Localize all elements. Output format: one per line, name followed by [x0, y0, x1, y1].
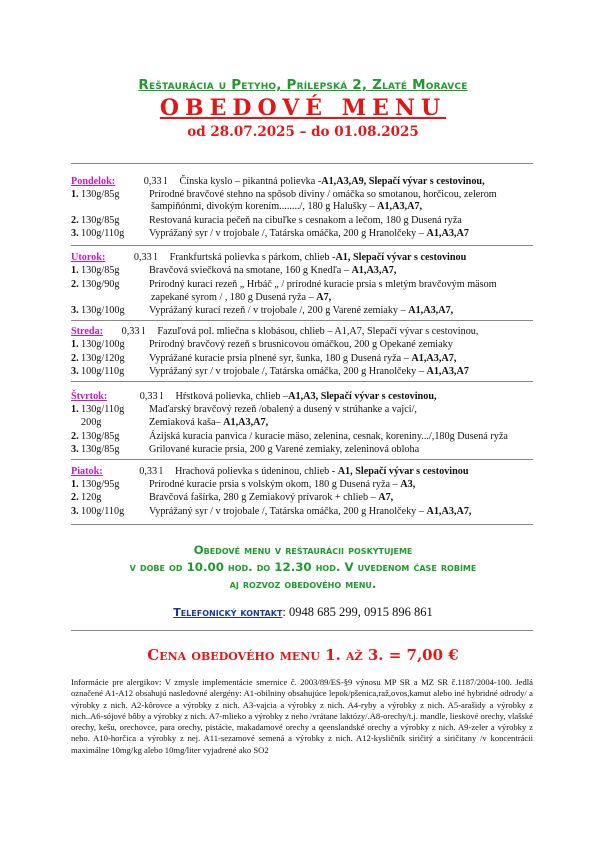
- list-item: [71, 279, 541, 291]
- item-qty: 130g/95g: [81, 479, 120, 490]
- day-name: Pondelok:: [71, 176, 116, 187]
- item-qty: 130g/100g: [81, 339, 125, 350]
- item-text: Ázijská kuracia panvica / kuracie mäso, zelenina, cesnak, koreniny.../,180g Dusená ryža: [149, 431, 508, 442]
- list-item: [71, 506, 541, 518]
- item-number: 1.: [71, 189, 79, 200]
- soup-qty: 0,33 l: [121, 326, 145, 337]
- item-allergens: A1,A3,A7,: [223, 417, 269, 428]
- item-number: 1.: [71, 265, 79, 276]
- soup-allergens: A1,: [337, 466, 353, 477]
- item-qty: 130g/90g: [81, 279, 120, 290]
- info-line-3: aj rozvoz obedového menu.: [229, 577, 377, 591]
- item-allergens: A1,A3,A7,: [411, 353, 457, 364]
- list-item: [71, 444, 541, 456]
- divider: [71, 630, 533, 631]
- soup-qty: 0,33 l: [139, 466, 163, 477]
- info-line-2: v dobe od 10.00 hod. do 12.30 hod. V uvedenom čase robíme: [129, 560, 477, 574]
- item-allergens: A7,: [378, 492, 394, 503]
- menu-dates: od 28.07.2025 – do 01.08.2025: [187, 124, 419, 140]
- list-item: [71, 404, 541, 416]
- item-qty: 100g/110g: [81, 506, 125, 517]
- item-text: Zemiaková kaša–: [149, 417, 221, 428]
- divider: [71, 320, 533, 321]
- restaurant-name: Reštaurácia u Petyho, Prílepská 2, Zlaté Moravce: [138, 77, 468, 93]
- soup-extra: Slepačí vývar s cestovinou: [353, 252, 467, 263]
- item-text: Vyprážaný syr / v trojobale /, Tatárska omáčka, 200 g Hranolčeky –: [149, 228, 424, 239]
- divider: [71, 163, 533, 164]
- contact: Telefonický kontakt: 0948 685 299, 0915 896 861: [173, 605, 433, 619]
- divider: [71, 245, 533, 246]
- list-item: [71, 189, 541, 201]
- allergy-info: Informácie pre alergikov: V zmysle implementácie smernice č. 2003/89/ES-§9 výnosu MP SR a MZ SR č.1187/2004-100. Jedlá označené A1-A12 obsahujú nasledovné alergény: A1-obilniny obsahujúce lepok/pšenica,raž,ovos,kamut alebo iné hybridné odrody/ a výrobky z nich. A2-kôrovce a výrobky z nich. A3-vajcia a výrobky z nich. A4-ryby a výrobky z nich. A5-arašidy a výrobky z nich..A6-sójové bôby a výrobky z nich. A7-mlieko a výrobky z neho /vrátane laktózy/.A8-orechy/t.j. mandle, lieskové orechy, vlašské orechy, kešu, orechovce, para orechy, pistácie, makadamové orechy a qeenslandské orechy a výrobky z nich. A9-zeler a výrobky z neho. A10-horčica a výrobky z nej. A11-sezamové semená a výrobky z nich. A12-kysličník siričitý a siričitany /v koncentrácii maximálne 10mg/kg alebo 10mg/liter vyjadrené ako SO2: [71, 677, 533, 755]
- item-qty: 130g/85g: [81, 189, 120, 200]
- soup-extra: Slepačí vývar s cestovinou,: [366, 326, 479, 337]
- item-allergens: A7,: [316, 292, 332, 303]
- soup-text: Čínska kyslo – pikantná polievka -: [179, 176, 322, 187]
- soup-extra: Slepačí vývar s cestovinou,: [320, 391, 437, 402]
- soup-extra: Slepačí vývar s cestovinou: [355, 466, 469, 477]
- item-number: 3.: [71, 444, 79, 455]
- item-text: Grilované kuracie prsia, 200 g Varené zemiaky, zeleninová obloha: [149, 444, 420, 455]
- item-text: šampiňónmi, divokým korením......../, 180 g Halušky –: [151, 201, 375, 212]
- list-item: [71, 228, 541, 240]
- item-allergens: A1,A3,A7,: [408, 305, 454, 316]
- item-number: 2.: [71, 492, 79, 503]
- item-number: 1.: [71, 339, 79, 350]
- soup-text: Fazuľová pol. mliečna s klobásou, chlieb – A1,A7,: [157, 326, 365, 337]
- list-item: [71, 366, 541, 378]
- info-line-1: Obedové menu v reštaurácii poskytujeme: [193, 543, 413, 557]
- list-item: [71, 339, 541, 351]
- item-text: Vyprážaný syr / v trojobale /, Tatárska omáčka, 200 g Hranolčeky –: [149, 506, 424, 517]
- item-qty: 130g/85g: [81, 444, 120, 455]
- item-text: Prírodný bravčový rezeň s brusnicovou omáčkou, 200 g Opekané zemiaky: [149, 339, 453, 350]
- soup-qty: 0,33 l: [139, 391, 163, 402]
- item-number: 1.: [71, 404, 79, 415]
- list-item: [71, 215, 541, 227]
- soup-qty: 0,33 l: [143, 176, 167, 187]
- item-allergens: A3,: [400, 479, 416, 490]
- item-allergens: A1,A3,A7,: [426, 506, 472, 517]
- soup-text: Frankfurtská polievka s párkom, chlieb -: [169, 252, 336, 263]
- list-item-cont: [71, 292, 541, 304]
- contact-label: Telefonický kontakt: [173, 606, 283, 619]
- item-qty: 130g/85g: [81, 431, 120, 442]
- item-qty: 100g/110g: [81, 366, 125, 377]
- item-number: 3.: [71, 366, 79, 377]
- day-name: Piatok:: [71, 466, 103, 477]
- item-text: Vyprážaný kurací rezeň / v trojobale /, 200 g Varené zemiaky –: [149, 305, 406, 316]
- item-number: 3.: [71, 506, 79, 517]
- item-qty: 130g/100g: [81, 305, 125, 316]
- list-item: [71, 417, 541, 429]
- divider: [71, 459, 533, 460]
- item-text: Vyprážané kuracie prsia plnené syr, šunka, 180 g Dusená ryža –: [149, 353, 409, 364]
- day-header-tuesday: [71, 252, 541, 264]
- item-text: Prírodný kurací rezeň „ Hrbáč „ / prírodné kuracie prsia s mletým bravčovým mäsom: [149, 279, 497, 290]
- day-name: Streda:: [71, 326, 104, 337]
- item-text: zapekané syrom / , 180 g Dusená ryža –: [151, 292, 314, 303]
- soup-allergens: A1,A3,A9,: [321, 176, 367, 187]
- item-text: Maďarský bravčový rezeň /obalený a dusený v strúhanke a vajci/,: [149, 404, 417, 415]
- item-number: 3.: [71, 305, 79, 316]
- contact-phones: 0948 685 299, 0915 896 861: [289, 605, 433, 619]
- day-header-thursday: [71, 391, 541, 403]
- item-number: 1.: [71, 479, 79, 490]
- item-qty: 130g/85g: [81, 215, 120, 226]
- soup-allergens: A1,A3,: [288, 391, 319, 402]
- list-item: [71, 479, 541, 491]
- item-number: 2.: [71, 215, 79, 226]
- item-text: Bravčová sviečková na smotane, 160 g Knedľa –: [149, 265, 349, 276]
- item-qty: 100g/110g: [81, 228, 125, 239]
- item-number: 3.: [71, 228, 79, 239]
- day-header-wednesday: [71, 326, 541, 338]
- list-item: [71, 305, 541, 317]
- item-number: 2.: [71, 353, 79, 364]
- item-text: Restovaná kuracia pečeň na cibuľke s cesnakom a lečom, 180 g Dusená ryža: [149, 215, 462, 226]
- list-item: [71, 431, 541, 443]
- price: Cena obedového menu 1. až 3. = 7,00 €: [147, 646, 459, 664]
- item-number: 2.: [71, 431, 79, 442]
- item-qty: 130g/85g: [81, 265, 120, 276]
- item-qty: 130g/110g: [81, 404, 125, 415]
- item-number: 2.: [71, 279, 79, 290]
- item-qty: 200g: [81, 417, 102, 428]
- soup-text: Hŕstková polievka, chlieb –: [175, 391, 289, 402]
- list-item: [71, 353, 541, 365]
- item-allergens: A1,A3,A7: [426, 228, 469, 239]
- item-text: Prírodné kuracie prsia s volským okom, 180 g Dusená ryža –: [149, 479, 398, 490]
- item-text: Prírodné bravčové stehno na spôsob diviny / omáčka so smotanou, horčicou, zelerom: [149, 189, 497, 200]
- divider: [71, 524, 533, 525]
- item-allergens: A1,A3,A7,: [377, 201, 423, 212]
- list-item-cont: [71, 201, 541, 213]
- item-qty: 120g: [81, 492, 102, 503]
- day-header-friday: [71, 466, 541, 478]
- soup-text: Hrachová polievka s údeninou, chlieb -: [175, 466, 336, 477]
- item-allergens: A1,A3,A7,: [351, 265, 397, 276]
- soup-extra: Slepačí vývar s cestovinou,: [368, 176, 485, 187]
- soup-allergens: A1,: [335, 252, 351, 263]
- item-text: Bravčová fašírka, 280 g Zemiakový prívarok + chlieb –: [149, 492, 376, 503]
- item-text: Vyprážaný syr / v trojobale /, Tatárska omáčka, 200 g Hranolčeky –: [149, 366, 424, 377]
- soup-qty: 0,33 l: [133, 252, 158, 263]
- list-item: [71, 492, 541, 504]
- item-qty: 130g/120g: [81, 353, 125, 364]
- menu-title: OBEDOVÉ MENU: [159, 95, 447, 121]
- item-allergens: A1,A3,A7: [426, 366, 469, 377]
- day-name: Štvrtok:: [71, 391, 108, 402]
- divider: [71, 381, 533, 382]
- list-item: [71, 265, 541, 277]
- day-name: Utorok:: [71, 252, 106, 263]
- day-header-monday: [71, 176, 541, 188]
